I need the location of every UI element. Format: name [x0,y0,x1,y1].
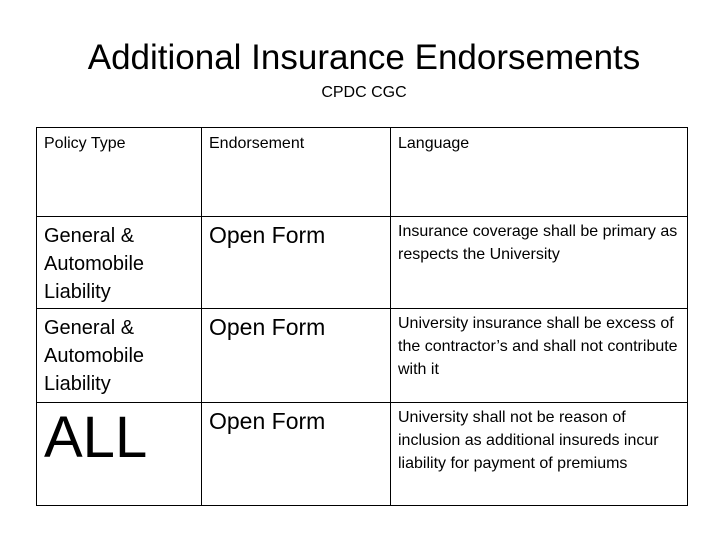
table-row [37,217,688,309]
policy-type-cell [37,217,202,309]
language-text: University insurance shall be excess of the contractor’s and shall not contribute with it [398,315,678,378]
policy-type-cell [37,309,202,403]
language-cell [391,217,688,309]
policy-type-text: ALL [44,405,148,470]
endorsement-cell [202,403,391,506]
policy-type-text: General & Automobile Liability [44,317,145,395]
endorsement-text: Open Form [209,408,326,434]
header-label: Language [398,135,470,152]
language-text: Insurance coverage shall be primary as respects the University [398,223,678,263]
page-subtitle: CPDC CGC [321,84,407,101]
endorsements-table [36,127,688,506]
header-cell-endorsement [202,128,391,217]
endorsement-cell [202,217,391,309]
policy-type-text: General & Automobile Liability [44,225,145,303]
header-label: Policy Type [44,135,126,152]
table-row [37,309,688,403]
page-title: Additional Insurance Endorsements [87,38,641,77]
language-cell [391,309,688,403]
language-cell [391,403,688,506]
header-cell-language [391,128,688,217]
table-header-row [37,128,688,217]
endorsement-cell [202,309,391,403]
endorsement-text: Open Form [209,222,326,248]
table-row [37,403,688,506]
header-label: Endorsement [209,135,305,152]
policy-type-cell [37,403,202,506]
header-cell-policy-type [37,128,202,217]
language-text: University shall not be reason of inclusion as additional insureds incur liability for payment of premiums [398,409,659,472]
endorsement-text: Open Form [209,314,326,340]
